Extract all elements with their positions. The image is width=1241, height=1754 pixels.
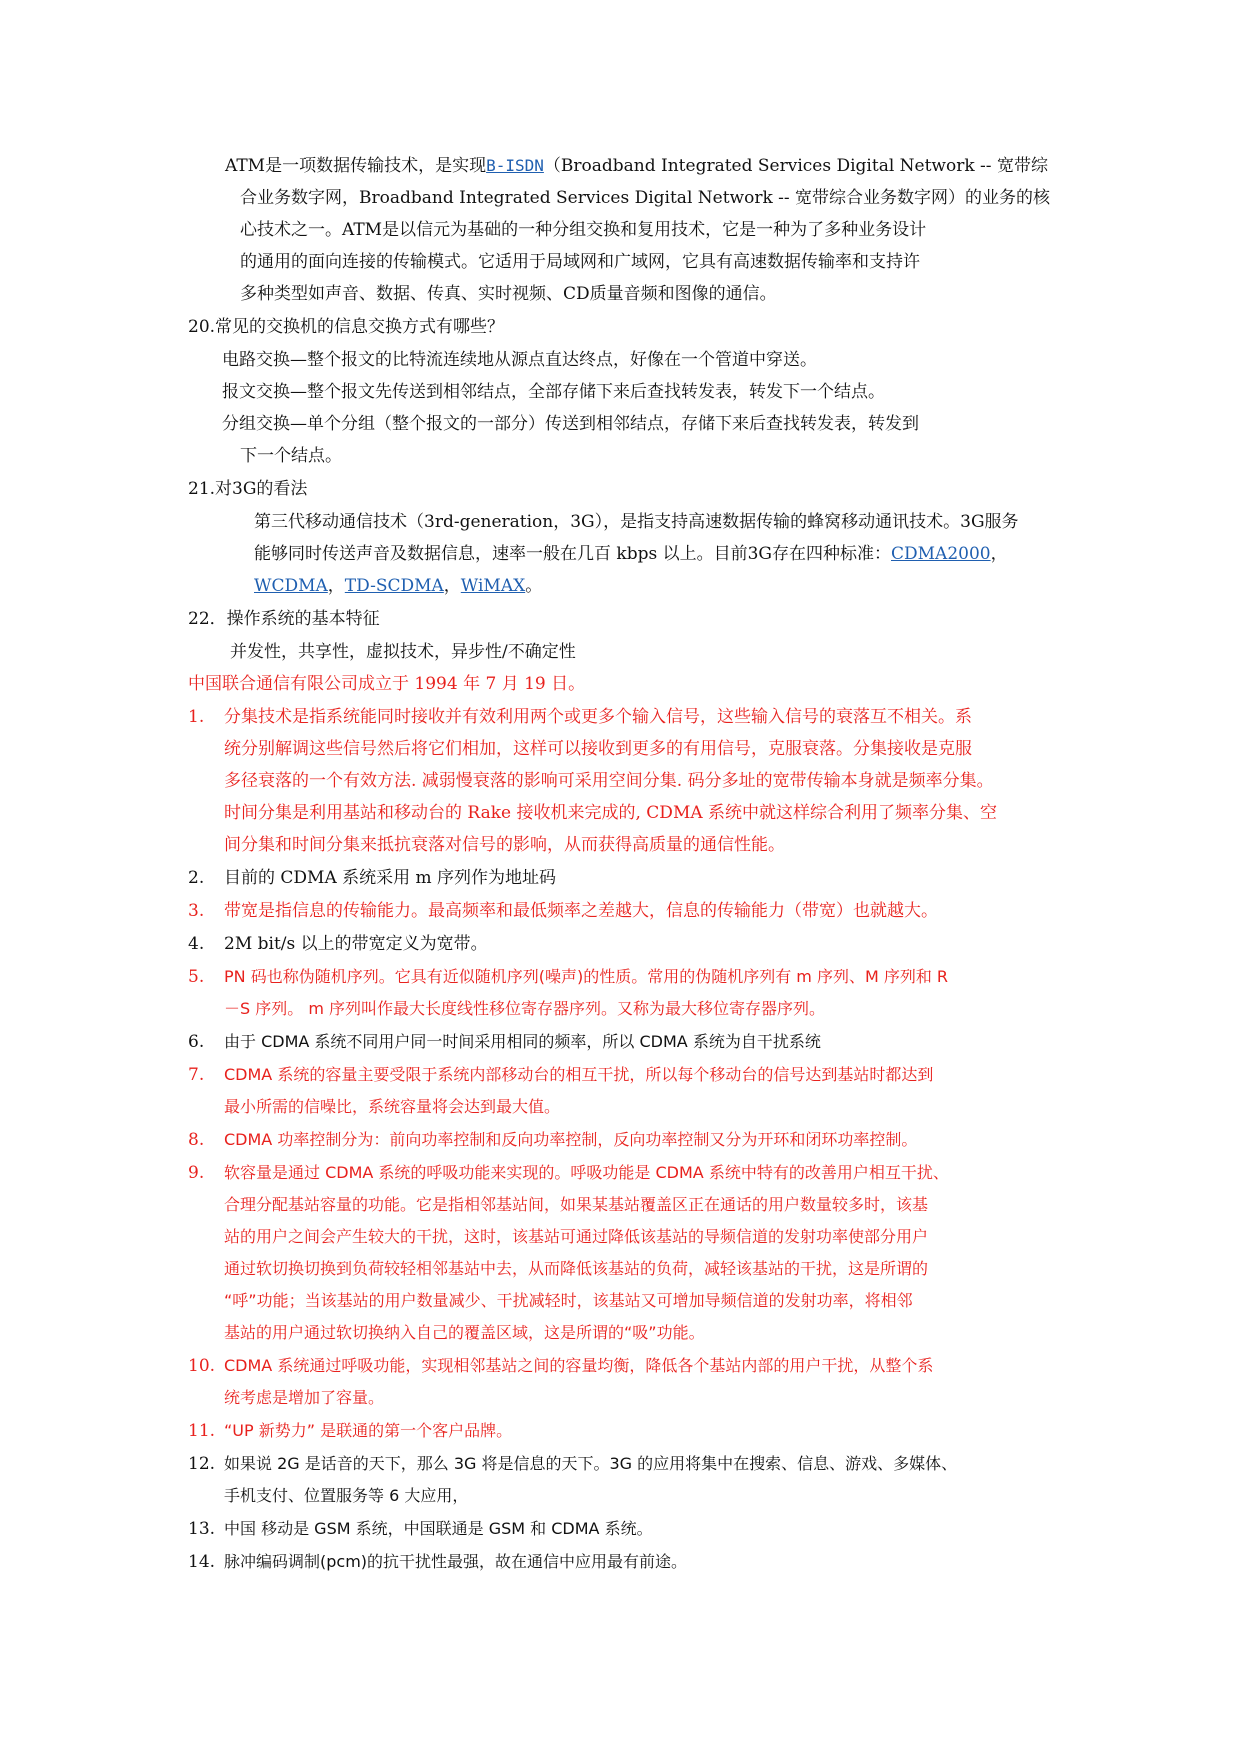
list-item-number: 9. [188, 1163, 205, 1183]
q22-answer: 并发性，共享性，虚拟技术，异步性/不确定性 [230, 642, 576, 662]
q22-title: 22．操作系统的基本特征 [188, 609, 380, 629]
list-item-number: 1. [188, 707, 205, 727]
comma: ， [327, 576, 345, 596]
q21-title: 21.对3G的看法 [188, 479, 308, 499]
list-item-line: 带宽是指信息的传输能力。最高频率和最低频率之差越大，信息的传输能力（带宽）也就越大。 [224, 901, 938, 921]
list-item-number: 13. [188, 1519, 216, 1539]
list-item-line: 间分集和时间分集来抵抗衰落对信号的影响，从而获得高质量的通信性能。 [224, 835, 785, 855]
unicom-note: 中国联合通信有限公司成立于 1994 年 7 月 19 日。 [188, 674, 586, 694]
list-item-line: PN 码也称伪随机序列。它具有近似随机序列(噪声)的性质。常用的伪随机序列有 m 序列、M 序列和 R [224, 967, 949, 986]
list-item-line: 多径衰落的一个有效方法. 减弱慢衰落的影响可采用空间分集. 码分多址的宽带传输本身就是频率分集。 [224, 771, 994, 791]
atm-line-2: 合业务数字网，Broadband Integrated Services Digital Network -- 宽带综合业务数字网）的业务的核 [240, 188, 1051, 208]
atm-text: ATM是一项数据传输技术，是实现 [225, 156, 487, 176]
b-isdn-link[interactable]: B-ISDN [486, 156, 544, 175]
comma: ， [990, 544, 1008, 564]
list-item-number: 4. [188, 934, 205, 954]
list-item-line: 统考虑是增加了容量。 [224, 1388, 385, 1407]
list-item-number: 6. [188, 1032, 205, 1052]
list-item-number: 10. [188, 1356, 216, 1376]
list-item-number: 14. [188, 1552, 216, 1572]
list-item-line: 目前的 CDMA 系统采用 m 序列作为地址码 [224, 868, 557, 888]
list-item-line: 中国 移动是 GSM 系统，中国联通是 GSM 和 CDMA 系统。 [224, 1519, 653, 1538]
td-scdma-link[interactable]: TD-SCDMA [344, 576, 444, 596]
q20-answer-3: 分组交换—单个分组（整个报文的一部分）传送到相邻结点，存储下来后查找转发表，转发到 [222, 414, 919, 434]
list-item-line: “UP 新势力” 是联通的第一个客户品牌。 [224, 1421, 513, 1440]
list-item-number: 5. [188, 967, 205, 987]
list-item-line: 基站的用户通过软切换纳入自己的覆盖区域，这是所谓的“吸”功能。 [224, 1323, 705, 1342]
atm-line-5: 多种类型如声音、数据、传真、实时视频、CD质量音频和图像的通信。 [240, 284, 777, 304]
list-item-number: 2. [188, 868, 205, 888]
q20-answer-3b: 下一个结点。 [240, 446, 342, 466]
list-item-line: 分集技术是指系统能同时接收并有效利用两个或更多个输入信号，这些输入信号的衰落互不相关。系 [224, 707, 972, 727]
list-item-line: CDMA 系统通过呼吸功能，实现相邻基站之间的容量均衡，降低各个基站内部的用户干扰，从整个系 [224, 1356, 934, 1375]
list-item-line: 软容量是通过 CDMA 系统的呼吸功能来实现的。呼吸功能是 CDMA 系统中特有的改善用户相互干扰、 [224, 1163, 949, 1182]
list-item-number: 7. [188, 1065, 205, 1085]
list-item-number: 11. [188, 1421, 216, 1441]
list-item-line: 由于 CDMA 系统不同用户同一时间采用相同的频率，所以 CDMA 系统为自干扰系统 [224, 1032, 821, 1051]
list-item-line: 如果说 2G 是话音的天下，那么 3G 将是信息的天下。3G 的应用将集中在搜索、信息、游戏、多媒体、 [224, 1454, 958, 1473]
list-item-line: 2M bit/s 以上的带宽定义为宽带。 [224, 934, 488, 954]
atm-text-post: （Broadband Integrated Services Digital Network -- 宽带综 [543, 156, 1048, 176]
list-item-line: 脉冲编码调制(pcm)的抗干扰性最强，故在通信中应用最有前途。 [224, 1552, 688, 1571]
list-item-line: CDMA 系统的容量主要受限于系统内部移动台的相互干扰，所以每个移动台的信号达到基站时都达到 [224, 1065, 934, 1084]
list-item-line: 手机支付、位置服务等 6 大应用， [224, 1486, 469, 1505]
list-item-line: CDMA 功率控制分为：前向功率控制和反向功率控制，反向功率控制又分为开环和闭环功率控制。 [224, 1130, 918, 1149]
list-item-line: “呼”功能；当该基站的用户数量减少、干扰减轻时，该基站又可增加导频信道的发射功率，将相邻 [224, 1291, 913, 1310]
list-item-line: －S 序列。 m 序列叫作最大长度线性移位寄存器序列。又称为最大移位寄存器序列。 [224, 999, 826, 1018]
atm-line-3: 心技术之一。ATM是以信元为基础的一种分组交换和复用技术，它是一种为了多种业务设计 [240, 220, 927, 240]
q21-line-3 [254, 575, 542, 597]
list-item-number: 8. [188, 1130, 205, 1150]
cdma2000-link[interactable]: CDMA2000 [891, 544, 991, 564]
wcdma-link[interactable]: WCDMA [254, 576, 328, 596]
wimax-link[interactable]: WiMAX [460, 576, 526, 596]
q20-title: 20.常见的交换机的信息交换方式有哪些？ [188, 317, 505, 337]
list-item-line: 最小所需的信噪比，系统容量将会达到最大值。 [224, 1097, 561, 1116]
atm-line-4: 的通用的面向连接的传输模式。它适用于局域网和广域网，它具有高速数据传输率和支持许 [240, 252, 920, 272]
atm-line-1 [225, 155, 1048, 177]
list-item-number: 3. [188, 901, 205, 921]
q20-answer-2: 报文交换—整个报文先传送到相邻结点，全部存储下来后查找转发表，转发下一个结点。 [222, 382, 885, 402]
q21-line-1: 第三代移动通信技术（3rd-generation，3G），是指支持高速数据传输的蜂窝移动通讯技术。3G服务 [254, 512, 1019, 532]
q21-line-2-text: 能够同时传送声音及数据信息，速率一般在几百 kbps 以上。目前3G存在四种标准： [254, 544, 891, 564]
list-item-line: 时间分集是利用基站和移动台的 Rake 接收机来完成的, CDMA 系统中就这样综合利用了频率分集、空 [224, 803, 998, 823]
list-item-number: 12. [188, 1454, 216, 1474]
q20-answer-1: 电路交换—整个报文的比特流连续地从源点直达终点，好像在一个管道中穿送。 [222, 350, 817, 370]
list-item-line: 统分别解调这些信号然后将它们相加，这样可以接收到更多的有用信号，克服衰落。分集接收是克服 [224, 739, 972, 759]
q21-line-2 [254, 543, 1008, 565]
period: 。 [525, 576, 543, 596]
list-item-line: 站的用户之间会产生较大的干扰，这时，该基站可通过降低该基站的导频信道的发射功率使部分用户 [224, 1227, 929, 1246]
comma: ， [443, 576, 461, 596]
list-item-line: 合理分配基站容量的功能。它是指相邻基站间，如果某基站覆盖区正在通话的用户数量较多时，该基 [224, 1195, 929, 1214]
list-item-line: 通过软切换切换到负荷较轻相邻基站中去，从而降低该基站的负荷，减轻该基站的干扰，这是所谓的 [224, 1259, 929, 1278]
